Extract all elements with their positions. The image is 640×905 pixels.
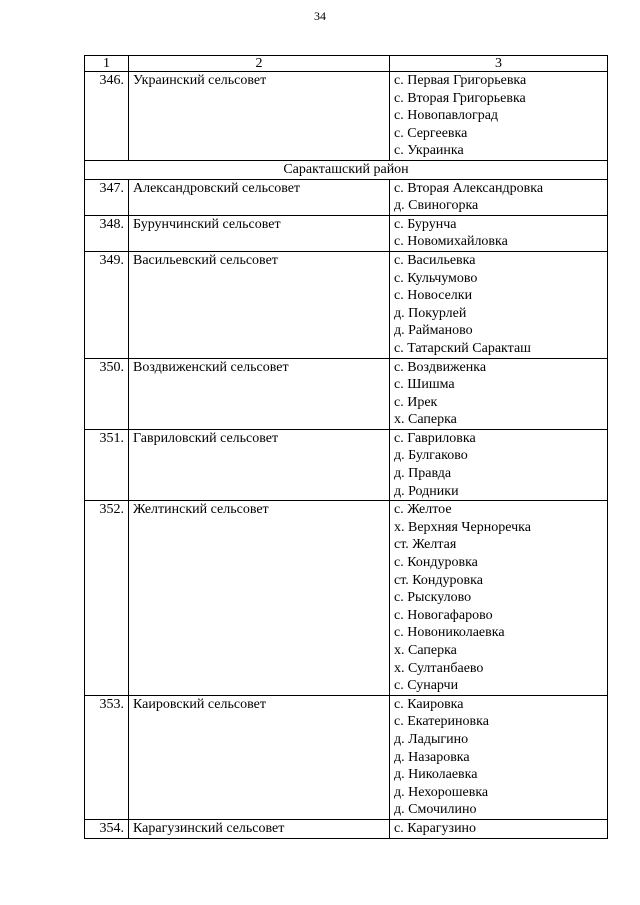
- localities-cell: [390, 358, 608, 429]
- locality-item: с. Екатериновка: [394, 714, 489, 730]
- localities-cell: [390, 501, 608, 696]
- localities-cell: [390, 179, 608, 215]
- table-row: [85, 72, 608, 161]
- locality-item: д. Правда: [394, 466, 452, 482]
- row-number: 350.: [85, 358, 129, 429]
- row-number: 351.: [85, 429, 129, 500]
- locality-item: х. Султанбаево: [394, 660, 484, 676]
- council-name: Карагузинский сельсовет: [129, 819, 390, 838]
- locality-item: с. Новогафарово: [394, 607, 493, 623]
- table-body: [85, 72, 608, 839]
- row-number: 348.: [85, 215, 129, 251]
- locality-item: д. Николаевка: [394, 767, 478, 783]
- locality-item: с. Новомихайловка: [394, 234, 508, 250]
- district-row: [85, 160, 608, 179]
- locality-item: х. Саперка: [394, 643, 457, 658]
- row-number: 353.: [85, 695, 129, 819]
- locality-item: с. Бурунча: [394, 216, 457, 232]
- locality-item: с. Карагузино: [394, 820, 477, 836]
- locality-item: д. Свиногорка: [394, 198, 479, 214]
- locality-item: с. Гавриловка: [394, 430, 476, 446]
- locality-item: д. Покурлей: [394, 305, 467, 321]
- locality-item: х. Саперка: [394, 412, 457, 428]
- header-cell-number: 1: [85, 56, 129, 72]
- table-row: [85, 501, 608, 696]
- locality-item: д. Смочилино: [394, 802, 477, 818]
- settlements-table: [84, 55, 608, 839]
- locality-item: с. Васильевка: [394, 252, 476, 268]
- council-name: Александровский сельсовет: [129, 179, 390, 215]
- council-name: Гавриловский сельсовет: [129, 429, 390, 500]
- localities-cell: [390, 251, 608, 358]
- locality-item: с. Шишма: [394, 377, 455, 393]
- council-name: Желтинский сельсовет: [129, 501, 390, 696]
- localities-cell: [390, 72, 608, 161]
- locality-item: х. Верхняя Черноречка: [394, 519, 531, 535]
- locality-item: с. Воздвиженка: [394, 359, 487, 375]
- council-name: Каировский сельсовет: [129, 695, 390, 819]
- locality-item: д. Булгаково: [394, 448, 468, 464]
- table-row: [85, 179, 608, 215]
- table-row: [85, 215, 608, 251]
- table-row: [85, 819, 608, 838]
- council-name: Украинский сельсовет: [129, 72, 390, 161]
- table-row: [85, 358, 608, 429]
- locality-item: с. Вторая Александровка: [394, 180, 544, 196]
- locality-item: д. Нехорошевка: [394, 784, 489, 800]
- row-number: 354.: [85, 819, 129, 838]
- locality-item: с. Украинка: [394, 143, 464, 159]
- localities-cell: [390, 695, 608, 819]
- locality-item: с. Новоселки: [394, 288, 473, 304]
- council-name: Воздвиженский сельсовет: [129, 358, 390, 429]
- header-cell-localities: 3: [390, 56, 608, 72]
- locality-item: с. Первая Григорьевка: [394, 73, 527, 88]
- locality-item: с. Вторая Григорьевка: [394, 90, 526, 106]
- locality-item: с. Новониколаевка: [394, 625, 505, 641]
- locality-item: с. Новопавлоград: [394, 108, 499, 124]
- row-number: 352.: [85, 501, 129, 696]
- locality-item: с. Сунарчи: [394, 678, 459, 694]
- table-row: [85, 251, 608, 358]
- localities-cell: [390, 429, 608, 500]
- locality-item: с. Ирек: [394, 394, 438, 410]
- council-name: Бурунчинский сельсовет: [129, 215, 390, 251]
- localities-cell: [390, 819, 608, 838]
- locality-item: с. Татарский Саракташ: [394, 340, 531, 356]
- locality-item: с. Сергеевка: [394, 125, 468, 141]
- locality-item: с. Желтое: [394, 502, 452, 518]
- locality-item: с. Каировка: [394, 696, 464, 712]
- page-number: 34: [314, 9, 326, 23]
- locality-item: д. Назаровка: [394, 749, 470, 765]
- row-number: 346.: [85, 72, 129, 161]
- district-name: Саракташский район: [85, 160, 608, 179]
- locality-item: с. Рыскулово: [394, 590, 472, 606]
- table-row: [85, 429, 608, 500]
- header-cell-council: 2: [129, 56, 390, 72]
- row-number: 347.: [85, 179, 129, 215]
- row-number: 349.: [85, 251, 129, 358]
- table-header-row: [85, 56, 608, 72]
- locality-item: ст. Кондуровка: [394, 572, 483, 588]
- locality-item: д. Родники: [394, 483, 459, 499]
- table-row: [85, 695, 608, 819]
- locality-item: д. Ладыгино: [394, 731, 469, 747]
- locality-item: ст. Желтая: [394, 537, 457, 553]
- locality-item: с. Кондуровка: [394, 555, 478, 571]
- locality-item: с. Кульчумово: [394, 270, 478, 286]
- localities-cell: [390, 215, 608, 251]
- locality-item: д. Райманово: [394, 323, 473, 339]
- council-name: Васильевский сельсовет: [129, 251, 390, 358]
